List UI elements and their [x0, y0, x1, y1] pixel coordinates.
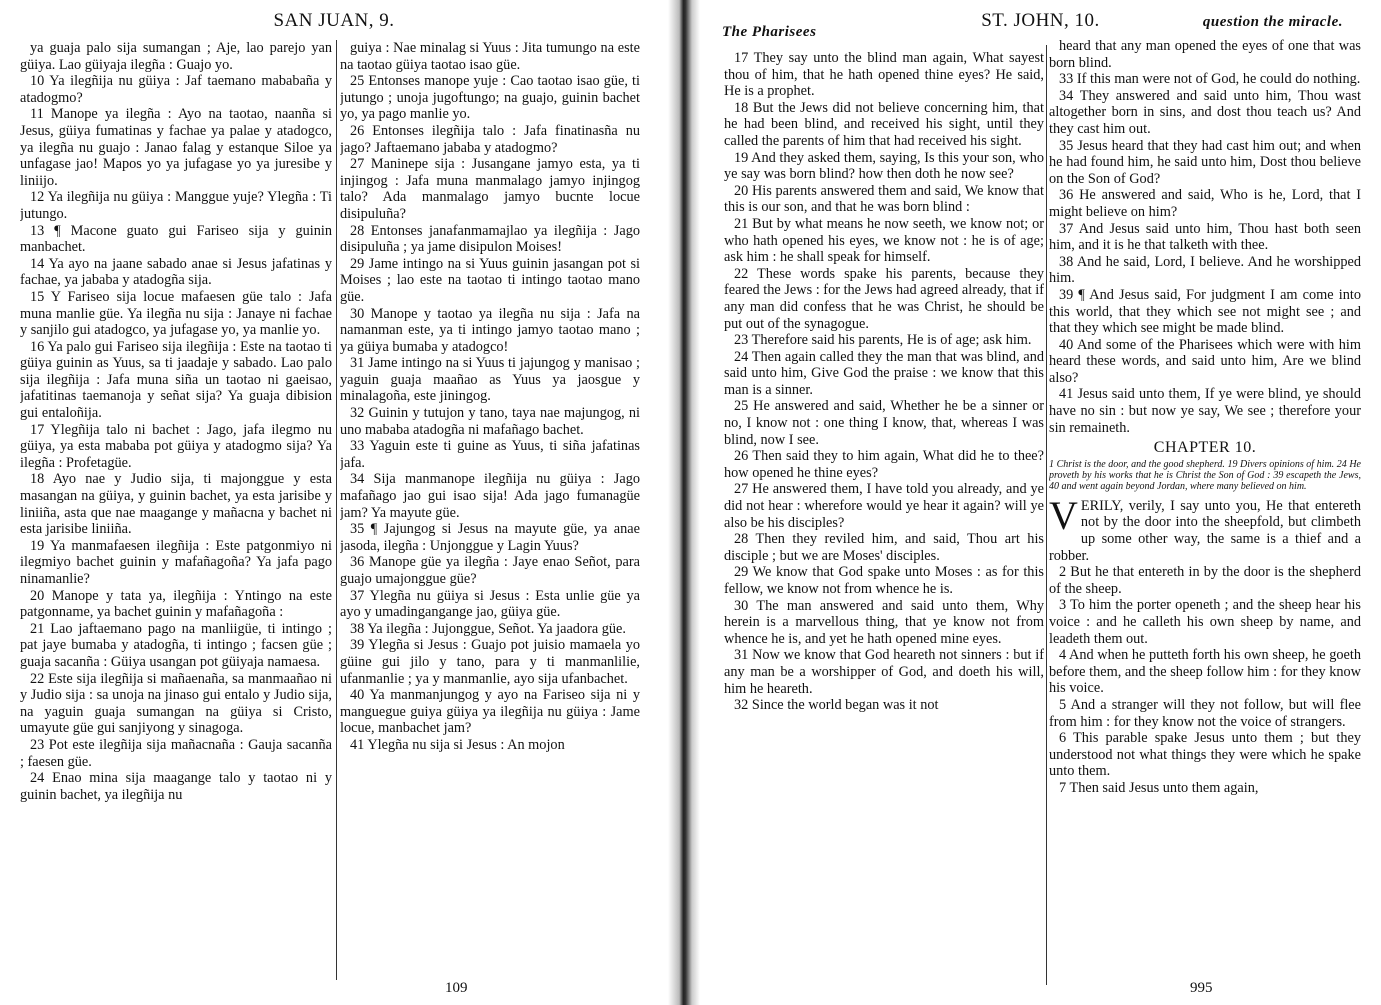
verse-paragraph: 18 Ayo nae y Judio sija, ti majonggue y esta masangan na güiya, y guinin bachet, ya esta jarisibe y liniiña, asta que nae maagange y mañacna y bachet ni esta jarisibe liniiña.	[20, 471, 332, 538]
verse-paragraph: 40 Ya manmanjungog y ayo na Fariseo sija ni y manguegue guiya güiya ya ilegñija nu güiya : Jame locue, manbachet jam?	[340, 687, 640, 737]
right-head-left-note: The Pharisees	[722, 24, 817, 40]
verse-paragraph: 21 Lao jaftaemano pago na manliigüe, ti intingo ; pat jaye bumaba y atadogña, ti intingo ; facsen güe ; guaja sacanña : Güiya usangan pot güiyaja namaesa.	[20, 620, 332, 670]
verse-paragraph: 41 Jesus said unto them, If ye were blind, ye should have no sin : but now ye say, We see ; therefore your sin remaineth.	[1049, 386, 1361, 436]
verse-paragraph: 34 Sija manmanope ilegñija nu güiya : Jago mafañago jao gui isao sija! Ada jago fumanagüe jam? Ya mayute güe.	[340, 471, 640, 521]
verse-paragraph: guiya : Nae minalag si Yuus : Jita tumungo na este na taotao güiya taotao isao güe.	[340, 40, 640, 73]
verse-paragraph: 26 Entonses ilegñija talo : Jafa finatinasña nu jago? Jaftaemano jababa y atadogmo?	[340, 122, 640, 156]
verse-paragraph: 25 He answered and said, Whether he be a sinner or no, I know not : one thing I know, that, whereas I was blind, now I see.	[724, 398, 1044, 448]
verse-paragraph: 21 But by what means he now seeth, we know not; or who hath opened his eyes, we know not : he is of age; ask him : he shall speak for himself.	[724, 215, 1044, 266]
verse-paragraph: 25 Entonses manope yuje : Cao taotao isao güe, ti jutungo ; unoja jugoftungo; na guajo, guinin bachet yo, ya pago manlie yo.	[340, 73, 640, 123]
verse-paragraph: 15 Y Fariseo sija locue mafaesen güe talo : Jafa muna manlie güe. Ya ilegña nu sija : Janaye ni fachae y sanjilo gui atadogco, ya jufagase yo, ya manlie yo.	[20, 288, 332, 339]
left-page	[0, 0, 668, 1005]
verse-paragraph: 3 To him the porter openeth ; and the sheep hear his voice : and he calleth his own sheep by name, and leadeth them out.	[1049, 597, 1361, 647]
right-column-1	[724, 50, 1044, 995]
verse-paragraph: 37 And Jesus said unto him, Thou hast both seen him, and it is he that talketh with thee.	[1049, 220, 1361, 254]
verse-paragraph: 30 The man answered and said unto them, Why herein is a marvellous thing, that ye know not from whence he is, and yet he hath opened mine eyes.	[724, 597, 1044, 647]
verse-paragraph: 33 If this man were not of God, he could do nothing.	[1059, 71, 1361, 88]
verse-paragraph: 5 And a stranger will they not follow, but will flee from him : for they know not the voice of strangers.	[1049, 696, 1361, 730]
verse-paragraph: 39 ¶ And Jesus said, For judgment I am come into this world, that they which see not might see ; and that they which see might be made blind.	[1049, 286, 1361, 337]
column-divider	[336, 40, 337, 980]
chapter-heading: CHAPTER 10.	[1153, 439, 1257, 457]
verse-paragraph: 27 Maninepe sija : Jusangane jamyo esta, ya ti injingog : Jafa muna manmalago jamyo injingog talo? Ada manmalago jamyo bucnte locue disipuluña?	[340, 156, 640, 222]
verse-paragraph: 23 Therefore said his parents, He is of age; ask him.	[734, 332, 1032, 349]
verse-paragraph: 39 Ylegña si Jesus : Guajo pot juisio mamaela yo güine gui jilo y tano, para y ti manmanlilie, ufanmanlie ; ya y manmanlie, ayo sija ufanbachet.	[340, 637, 640, 687]
left-column-1	[20, 40, 332, 985]
verse-paragraph: 4 And when he putteth forth his own sheep, he goeth before them, and the sheep follow him : for they know his voice.	[1049, 647, 1361, 697]
verse-paragraph: 20 His parents answered them and said, We know that this is our son, and that he was born blind :	[724, 182, 1044, 216]
verse-paragraph: 29 We know that God spake unto Moses : as for this fellow, we know not from whence he is.	[724, 564, 1044, 597]
verse-paragraph: 12 Ya ilegñija nu güiya : Manggue yuje? Ylegña : Ti jutungo.	[20, 189, 332, 222]
verse-paragraph: 17 Ylegñija talo ni bachet : Jago, jafa ilegmo nu güiya, ya esta mababa pot güiya y atadogmo sija? Ya ilegña : Profetagüe.	[20, 421, 332, 471]
verse-paragraph: 2 But he that entereth in by the door is the shepherd of the sheep.	[1049, 564, 1361, 597]
verse-paragraph: 11 Manope ya ilegña : Ayo na taotao, naanña si Jesus, güiya fumatinas y fachae ya palae y atadogco, ya ilegña nu guajo : Janao falag y estanque Siloe ya unfagase jao! Mapos yo ya jufagase yo ya juresibe y liniijo.	[20, 106, 332, 189]
verse-paragraph: 32 Since the world began was it not	[734, 697, 939, 714]
verse-paragraph: 24 Enao mina sija maagange talo y taotao ni y guinin bachet, ya ilegñija nu	[20, 770, 332, 803]
verse-paragraph: 33 Yaguin este ti guine as Yuus, ti siña jafatinas jafa.	[340, 438, 640, 471]
book-gutter	[668, 0, 700, 1005]
verse-paragraph: 14 Ya ayo na jaane sabado anae si Jesus jafatinas y fachae, ya jababa y atadogña sija.	[20, 255, 332, 289]
verse-paragraph: 16 Ya palo gui Fariseo sija ilegñija : Este na taotao ti güiya guinin as Yuus, sa ti jaadaje y sabado. Lao palo sija ilegñija : Jafa muna siña un taotao ni gaeisao, jafatitinas taemanoja y señat sija? Ya guaja dibision gui entaloñija.	[20, 338, 332, 422]
left-running-head	[0, 10, 668, 40]
verse-paragraph: 38 And he said, Lord, I believe. And he worshipped him.	[1049, 253, 1361, 287]
verse-paragraph: 13 ¶ Macone guato gui Fariseo sija y guinin manbachet.	[20, 222, 332, 256]
verse-paragraph: ya guaja palo sija sumangan ; Aje, lao parejo yan güiya. Lao güiyaja ilegña : Guajo yo.	[20, 40, 332, 73]
verse-paragraph: 6 This parable spake Jesus unto them ; but they understood not what things they were which he spake unto them.	[1049, 730, 1361, 780]
verse-paragraph: 32 Guinin y tutujon y tano, taya nae majungog, ni uno mababa atadogña ni mafañago bachet.	[340, 405, 640, 438]
chapter-10-verses	[1049, 564, 1361, 796]
verse-paragraph: 35 ¶ Jajungog si Jesus na mayute güe, ya anae jasoda, ilegña : Unjonggue y Lagin Yuus?	[340, 521, 640, 554]
right-head-right-note: question the miracle.	[1202, 14, 1343, 30]
verse-paragraph: 26 Then said they to him again, What did he to thee? how opened he thine eyes?	[724, 448, 1044, 481]
column-divider	[1046, 45, 1047, 985]
verse-paragraph: 36 Manope güe ya ilegña : Jaye enao Señot, para guajo umajonggue güe?	[340, 554, 640, 587]
right-running-head	[700, 10, 1381, 40]
verse-paragraph: 30 Manope y taotao ya ilegña nu sija : Jafa na namanman este, ya ti intingo jamyo taotao mano ; ya güiya bumaba y atadogco!	[340, 305, 640, 355]
verse-paragraph: 23 Pot este ilegñija sija mañacnaña : Gauja sacanña ; faesen güe.	[20, 736, 332, 770]
verse-paragraph: 36 He answered and said, Who is he, Lord, that I might believe on him?	[1049, 187, 1361, 220]
verse-paragraph: 19 And they asked them, saying, Is this your son, who ye say was born blind? how then doth he now see?	[724, 149, 1044, 183]
verse-paragraph: 10 Ya ilegñija nu güiya : Jaf taemano mababaña y atadogmo?	[20, 73, 332, 106]
first-verse-text: ERILY, verily, I say unto you, He that entereth not by the door into the sheepfold, but climbeth up some other way, the same is a thief and a robber.	[1049, 497, 1361, 564]
verse-paragraph: 22 These words spake his parents, because they feared the Jews : for the Jews had agreed already, that if any man did confess that he was Christ, he should be put out of the synagogue.	[724, 265, 1044, 332]
chapter-9-verses	[1049, 38, 1361, 436]
verse-paragraph: 28 Then they reviled him, and said, Thou art his disciple ; but we are Moses' disciples.	[724, 531, 1044, 564]
right-column-2	[1049, 38, 1361, 983]
right-page-title: ST. JOHN, 10.	[981, 10, 1100, 31]
verse-paragraph: 27 He answered them, I have told you already, and ye did not hear : wherefore would ye hear it again? will ye also be his disciples?	[724, 481, 1044, 531]
verse-paragraph: 41 Ylegña nu sija si Jesus : An mojon	[350, 736, 565, 753]
verse-paragraph: 18 But the Jews did not believe concerning him, that he had been blind, and received his sight, until they called the parents of him that had received his sight.	[724, 99, 1044, 149]
chapter-summary: 1 Christ is the door, and the good shepherd. 19 Divers opinions of him. 24 He proveth by his works that he is Christ the Son of God : 39 escapeth the Jews, 40 and went again beyond Jordan, where many believed on him.	[1049, 458, 1361, 492]
left-column-2	[340, 40, 640, 985]
verse-paragraph	[1049, 492, 1361, 564]
left-page-title: SAN JUAN, 9.	[273, 10, 395, 31]
verse-paragraph: 29 Jame intingo na si Yuus guinin jasangan pot si Moises ; lao este na taotao ti intingo taotao mano güe.	[340, 255, 640, 305]
verse-paragraph: 37 Ylegña nu güiya si Jesus : Esta unlie güe ya ayo y umadingangange jao, güiya güe.	[340, 587, 640, 621]
verse-paragraph: 28 Entonses janafanmamajlao ya ilegñija : Jago disipuluña ; ya jame disipulon Moises!	[340, 222, 640, 256]
verse-paragraph: 19 Ya manmafaesen ilegñija : Este patgonmiyo ni ilegmiyo bachet guinin y mafañagoña? Ya jafa pago ninamanlie?	[20, 537, 332, 587]
verse-paragraph: 38 Ya ilegña : Jujonggue, Señot. Ya jaadora güe.	[350, 620, 626, 637]
verse-paragraph: 7 Then said Jesus unto them again,	[1059, 779, 1259, 796]
verse-paragraph: 40 And some of the Pharisees which were with him heard these words, and said unto him, Are we blind also?	[1049, 336, 1361, 386]
verse-paragraph: 20 Manope y tata ya, ilegñija : Yntingo na este patgonname, ya bachet guinin y mafañagoña :	[20, 587, 332, 621]
left-page-number: 109	[445, 980, 468, 996]
verse-paragraph: 17 They say unto the blind man again, What sayest thou of him, that he hath opened thine eyes? He said, He is a prophet.	[724, 50, 1044, 100]
verse-paragraph: 24 Then again called they the man that was blind, and said unto him, Give God the praise : we know that this man is a sinner.	[724, 348, 1044, 398]
verse-paragraph: 35 Jesus heard that they had cast him out; and when he had found him, he said unto him, Dost thou believe on the Son of God?	[1049, 137, 1361, 187]
verse-paragraph: 31 Now we know that God heareth not sinners : but if any man be a worshipper of God, and doeth his will, him he heareth.	[724, 647, 1044, 697]
verse-paragraph: 22 Este sija ilegñija si mañaenaña, sa manmaañao ni y Judio sija : sa unoja na jinaso gui entalo y Judio sija, na yaguin guaja sumangan na güiya si Cristo, umayute güe gui sanjiyong y sinagoga.	[20, 670, 332, 737]
verse-paragraph: 34 They answered and said unto him, Thou wast altogether born in sins, and dost thou teach us? And they cast him out.	[1049, 87, 1361, 137]
verse-paragraph: 31 Jame intingo na si Yuus ti jajungog y manisao ; yaguin guaja maañao as Yuus ya jaosgue y minalagoña, este jiningog.	[340, 355, 640, 405]
right-page-number: 995	[1190, 980, 1213, 996]
drop-cap: V	[1049, 492, 1078, 538]
verse-paragraph: heard that any man opened the eyes of one that was born blind.	[1049, 38, 1361, 71]
right-page	[700, 0, 1381, 1005]
